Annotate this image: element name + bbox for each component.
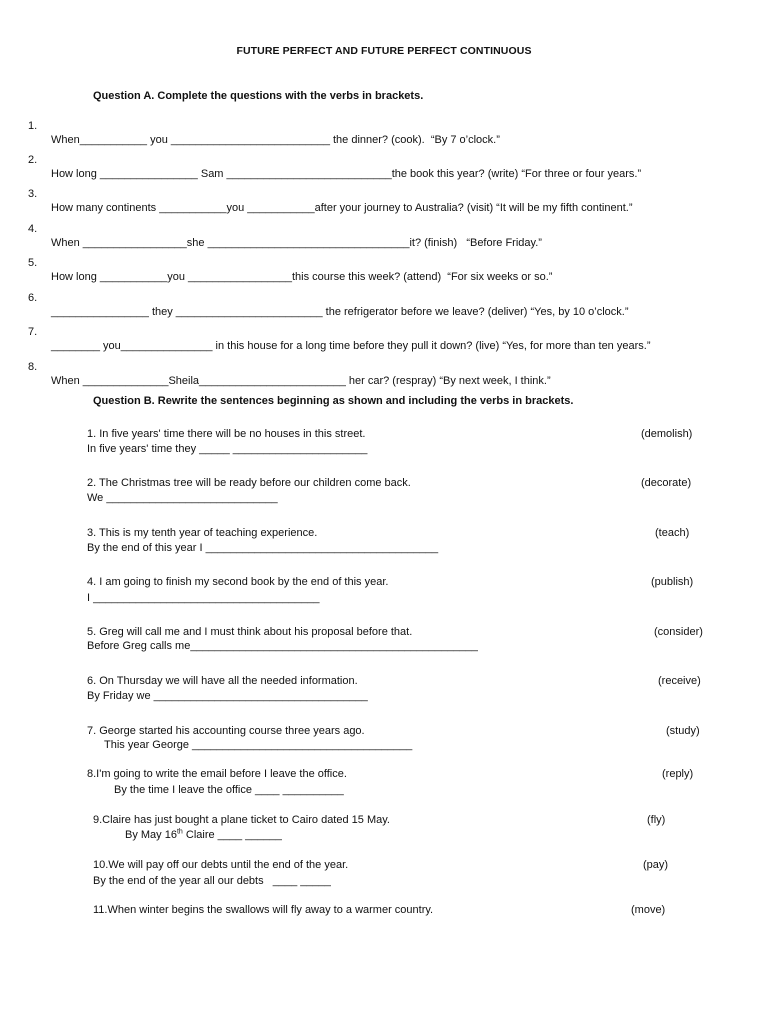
ordinal-suffix: th: [176, 828, 183, 836]
verb-hint: (publish): [651, 576, 694, 588]
answer-prompt: [125, 828, 282, 842]
exercise-sentence: 1. In five years' time there will be no houses in this street.: [87, 428, 366, 440]
item-number: 8.: [28, 361, 38, 373]
verb-hint: (move): [631, 904, 666, 916]
item-text: When ______________Sheila________________________ her car? (respray) “By next week, I think.”: [51, 375, 551, 387]
verb-hint: (pay): [643, 859, 669, 871]
verb-hint: (receive): [658, 675, 701, 687]
exercise-sentence: 11.When winter begins the swallows will fly away to a warmer country.: [93, 904, 434, 916]
item-text: How long ___________you _________________this course this week? (attend) “For six weeks or so.”: [51, 271, 553, 283]
item-text: How long ________________ Sam ___________________________the book this year? (write) “For three or four years.”: [51, 168, 642, 180]
answer-prompt: By the end of the year all our debts ____ _____: [93, 875, 331, 887]
item-number: 4.: [28, 223, 38, 235]
verb-hint: (decorate): [641, 477, 692, 489]
prompt-text: Claire ____ ______: [182, 829, 282, 841]
item-text: ________________ they ________________________ the refrigerator before we leave? (deliver) “Yes, by 10 o’clock.”: [51, 306, 629, 318]
item-number: 5.: [28, 257, 38, 269]
item-text: How many continents ___________you ___________after your journey to Australia? (visit) “It will be my fifth continent.”: [51, 202, 633, 214]
answer-prompt: In five years' time they _____ ______________________: [87, 443, 368, 455]
item-number: 3.: [28, 188, 38, 200]
exercise-sentence: 6. On Thursday we will have all the needed information.: [87, 675, 358, 687]
item-text: ________ you_______________ in this house for a long time before they pull it down? (live) “Yes, for more than ten years.”: [51, 340, 651, 352]
answer-prompt: Before Greg calls me_______________________________________________: [87, 640, 478, 652]
answer-prompt: This year George ____________________________________: [104, 739, 413, 751]
item-number: 1.: [28, 120, 38, 132]
prompt-text: By May 16: [125, 829, 177, 841]
exercise-sentence: 9.Claire has just bought a plane ticket to Cairo dated 15 May.: [93, 814, 390, 826]
exercise-sentence: 4. I am going to finish my second book by the end of this year.: [87, 576, 389, 588]
item-number: 7.: [28, 326, 38, 338]
verb-hint: (fly): [647, 814, 666, 826]
verb-hint: (study): [666, 725, 700, 737]
answer-prompt: By the time I leave the office ____ __________: [114, 784, 344, 796]
worksheet-title: FUTURE PERFECT AND FUTURE PERFECT CONTINUOUS: [236, 45, 532, 57]
answer-prompt: By the end of this year I ______________________________________: [87, 542, 439, 554]
section-a-heading: Question A. Complete the questions with the verbs in brackets.: [93, 90, 424, 102]
exercise-sentence: 3. This is my tenth year of teaching experience.: [87, 527, 318, 539]
exercise-sentence: 2. The Christmas tree will be ready before our children come back.: [87, 477, 411, 489]
verb-hint: (demolish): [641, 428, 693, 440]
item-number: 2.: [28, 154, 38, 166]
item-text: When _________________she _________________________________it? (finish) “Before Friday.”: [51, 237, 542, 249]
answer-prompt: We ____________________________: [87, 492, 278, 504]
exercise-sentence: 8.I'm going to write the email before I leave the office.: [87, 768, 347, 780]
exercise-sentence: 10.We will pay off our debts until the end of the year.: [93, 859, 349, 871]
verb-hint: (reply): [662, 768, 694, 780]
exercise-sentence: 7. George started his accounting course three years ago.: [87, 725, 365, 737]
answer-prompt: By Friday we ___________________________________: [87, 690, 368, 702]
section-b-heading: Question B. Rewrite the sentences beginning as shown and including the verbs in brackets.: [93, 395, 574, 407]
verb-hint: (teach): [655, 527, 690, 539]
item-text: When___________ you __________________________ the dinner? (cook). “By 7 o’clock.”: [51, 134, 500, 146]
item-number: 6.: [28, 292, 38, 304]
verb-hint: (consider): [654, 626, 703, 638]
exercise-sentence: 5. Greg will call me and I must think about his proposal before that.: [87, 626, 413, 638]
answer-prompt: I _____________________________________: [87, 592, 320, 604]
